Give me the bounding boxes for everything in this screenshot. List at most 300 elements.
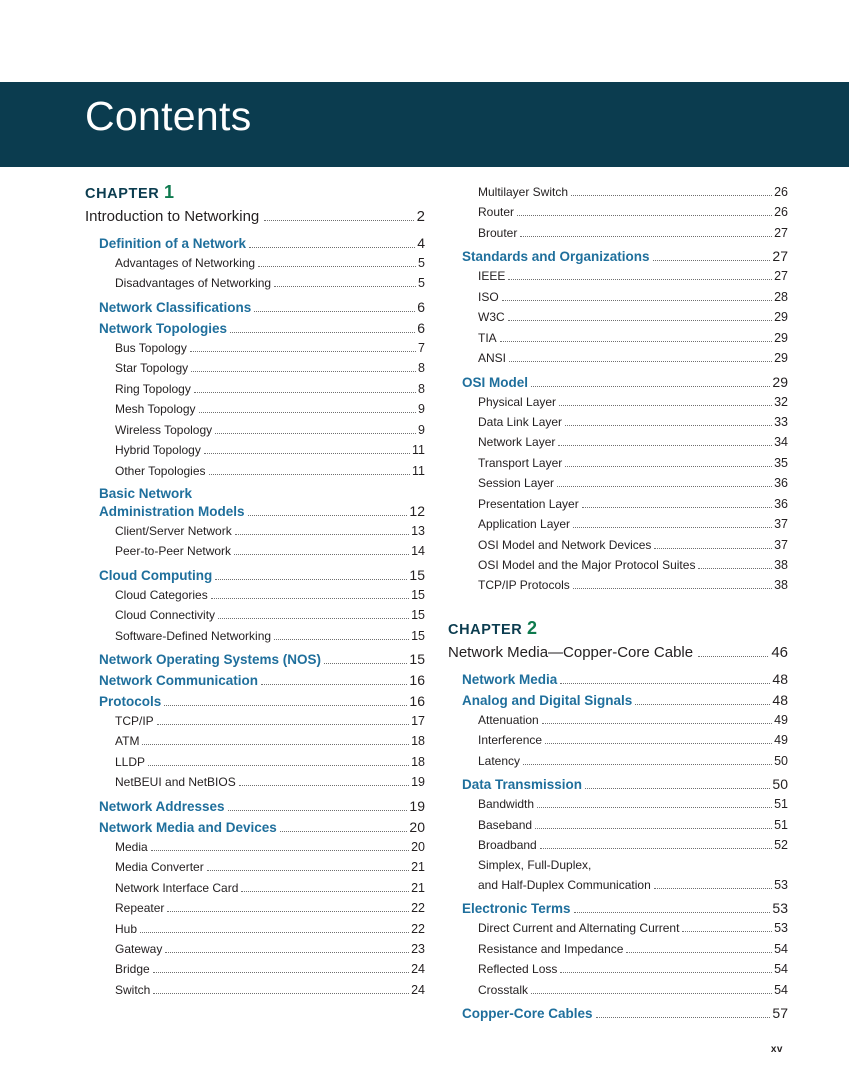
toc-entry-page: 50 xyxy=(772,776,788,793)
toc-entry-label: Ring Topology xyxy=(115,381,191,396)
toc-entry-label: Network Topologies xyxy=(99,320,228,336)
toc-entry-page: 19 xyxy=(411,775,425,790)
toc-entry-label: TCP/IP Protocols xyxy=(478,578,570,593)
chapter-2-heading xyxy=(448,618,788,639)
toc-entry-page: 11 xyxy=(412,463,425,478)
leader-dots xyxy=(167,910,409,912)
leader-dots xyxy=(258,265,416,267)
toc-entry-page: 27 xyxy=(774,225,788,240)
toc-entry-label: ISO xyxy=(478,289,499,304)
leader-dots xyxy=(520,235,772,237)
toc-entry-page: 26 xyxy=(774,205,788,220)
toc-entry-page: 12 xyxy=(409,502,425,519)
toc-entry-label: TCP/IP xyxy=(115,714,154,728)
toc-entry[interactable] xyxy=(462,900,788,916)
leader-dots xyxy=(264,219,413,221)
toc-entry-page: 24 xyxy=(411,982,425,997)
leader-dots xyxy=(324,662,407,664)
chapter-1-label: CHAPTER xyxy=(85,186,160,202)
toc-entry-label: Bus Topology xyxy=(115,340,187,355)
toc-entry[interactable] xyxy=(478,514,788,534)
leader-dots xyxy=(537,806,772,808)
toc-entry[interactable] xyxy=(478,575,788,595)
toc-entry-page: 15 xyxy=(409,566,425,583)
leader-dots xyxy=(542,722,772,724)
toc-entry[interactable] xyxy=(462,776,788,792)
leader-dots xyxy=(241,890,409,892)
toc-entry-label: Bandwidth xyxy=(478,797,535,812)
toc-entry-page: 8 xyxy=(418,361,425,376)
toc-entry-label: Network Addresses xyxy=(99,798,225,814)
leader-dots xyxy=(204,452,410,454)
leader-dots xyxy=(582,506,772,508)
toc-entry[interactable] xyxy=(115,253,425,273)
toc-entry[interactable] xyxy=(478,794,788,814)
toc-entry-page: 16 xyxy=(409,672,425,688)
toc-entry-label: Media xyxy=(115,839,148,854)
toc-entry-page: 20 xyxy=(411,839,425,854)
toc-entry-label: NetBEUI and NetBIOS xyxy=(115,775,236,790)
toc-entry-page: 20 xyxy=(409,818,425,835)
leader-dots xyxy=(517,214,772,216)
leader-dots xyxy=(239,784,409,786)
toc-entry-label: ATM xyxy=(115,734,140,749)
toc-entry-label: Resistance and Impedance xyxy=(478,941,624,956)
leader-dots xyxy=(209,473,411,475)
toc-entry-label: Network Interface Card xyxy=(115,880,239,895)
leader-dots xyxy=(565,465,772,467)
toc-entry-page: 9 xyxy=(418,422,425,437)
leader-dots xyxy=(531,992,772,994)
leader-dots xyxy=(565,424,772,426)
toc-entry[interactable] xyxy=(115,358,425,378)
toc-entry[interactable] xyxy=(115,338,425,358)
toc-entry[interactable] xyxy=(462,248,788,264)
toc-entry[interactable] xyxy=(99,235,425,251)
toc-entry[interactable] xyxy=(115,878,425,898)
toc-entry[interactable] xyxy=(478,939,788,959)
leader-dots xyxy=(682,930,772,932)
leader-dots xyxy=(558,444,772,446)
leader-dots xyxy=(698,567,772,569)
leader-dots xyxy=(211,597,409,599)
toc-entry[interactable] xyxy=(478,202,788,222)
toc-entry-page: 14 xyxy=(411,544,425,559)
toc-entry-label: Network Layer xyxy=(478,435,556,450)
toc-entry-label: Brouter xyxy=(478,225,518,240)
toc-entry-label: Administration Models xyxy=(99,503,245,519)
toc-entry-label: Repeater xyxy=(115,901,165,916)
toc-entry-line-1: Simplex, Full-Duplex, xyxy=(478,857,592,872)
leader-dots xyxy=(164,704,407,706)
toc-entry-page: 34 xyxy=(774,435,788,450)
leader-dots xyxy=(523,763,772,765)
toc-columns xyxy=(0,182,849,1023)
toc-entry-label: Cloud Categories xyxy=(115,587,208,602)
leader-dots xyxy=(654,887,772,889)
toc-entry-page: 15 xyxy=(409,651,425,667)
leader-dots xyxy=(571,194,772,196)
toc-left-column xyxy=(85,182,425,1023)
toc-entry[interactable] xyxy=(115,857,425,877)
toc-entry[interactable] xyxy=(115,440,425,460)
toc-entry-label: Latency xyxy=(478,753,521,768)
toc-entry[interactable] xyxy=(478,287,788,307)
leader-dots xyxy=(194,391,416,393)
toc-entry[interactable] xyxy=(99,320,425,336)
leader-dots xyxy=(165,951,409,953)
toc-entry[interactable] xyxy=(115,772,425,792)
leader-dots xyxy=(274,638,409,640)
toc-entry-label: and Half-Duplex Communication xyxy=(478,877,651,892)
toc-entry-page: 6 xyxy=(417,319,425,336)
toc-entry-label: OSI Model xyxy=(462,374,529,390)
toc-entry[interactable] xyxy=(478,835,788,855)
toc-entry[interactable] xyxy=(478,980,788,1000)
toc-entry-label: Network Classifications xyxy=(99,299,252,315)
toc-entry[interactable] xyxy=(478,815,788,835)
toc-entry-page: 36 xyxy=(774,496,788,511)
leader-dots xyxy=(148,764,409,766)
toc-entry-page: 13 xyxy=(411,523,425,538)
leader-dots xyxy=(215,432,416,434)
leader-dots xyxy=(199,411,417,413)
toc-entry[interactable] xyxy=(115,919,425,939)
toc-entry-page: 36 xyxy=(774,476,788,491)
leader-dots xyxy=(218,617,409,619)
toc-entry[interactable] xyxy=(115,399,425,419)
toc-entry[interactable] xyxy=(115,898,425,918)
leader-dots xyxy=(574,911,771,913)
leader-dots xyxy=(248,514,408,516)
toc-entry-page: 23 xyxy=(411,941,425,956)
toc-entry-page: 5 xyxy=(418,256,425,270)
toc-entry-label: Copper-Core Cables xyxy=(462,1006,593,1022)
toc-entry-label: Physical Layer xyxy=(478,394,557,409)
toc-entry-page: 26 xyxy=(774,185,788,199)
toc-entry-label: Mesh Topology xyxy=(115,402,196,417)
toc-entry-label: Attenuation xyxy=(478,712,539,727)
toc-entry-label: Baseband xyxy=(478,817,533,832)
toc-entry-page: 33 xyxy=(774,414,788,429)
leader-dots xyxy=(254,310,415,312)
toc-entry-label: Switch xyxy=(115,982,151,997)
toc-entry-page: 8 xyxy=(418,381,425,396)
chapter-2-title: Network Media—Copper-Core Cable xyxy=(448,643,694,661)
toc-entry-label: OSI Model and Network Devices xyxy=(478,537,652,552)
toc-entry-label: Bridge xyxy=(115,962,150,977)
leader-dots xyxy=(626,951,772,953)
toc-entry-page: 4 xyxy=(417,235,425,251)
leader-dots xyxy=(140,931,409,933)
toc-entry[interactable] xyxy=(99,567,425,583)
toc-entry-label: Hub xyxy=(115,921,138,936)
toc-entry-page: 24 xyxy=(411,962,425,977)
toc-entry-page: 38 xyxy=(774,558,788,572)
toc-entry-page: 19 xyxy=(409,797,425,814)
toc-entry[interactable] xyxy=(478,535,788,555)
toc-entry[interactable] xyxy=(478,453,788,473)
toc-entry-page: 48 xyxy=(772,670,788,687)
toc-entry[interactable] xyxy=(115,541,425,561)
toc-entry-label: Broadband xyxy=(478,838,537,853)
toc-entry-label: Wireless Topology xyxy=(115,422,213,437)
toc-entry[interactable] xyxy=(115,379,425,399)
leader-dots xyxy=(228,809,408,811)
toc-entry[interactable] xyxy=(478,730,788,750)
toc-entry-label: Network Communication xyxy=(99,673,259,688)
toc-entry-label: Network Media xyxy=(462,671,558,687)
leader-dots xyxy=(274,285,416,287)
toc-entry-page: 29 xyxy=(774,310,788,325)
leader-dots xyxy=(698,655,768,657)
toc-entry-page: 15 xyxy=(411,587,425,602)
toc-entry[interactable] xyxy=(115,939,425,959)
leader-dots xyxy=(508,278,772,280)
leader-dots xyxy=(573,587,772,589)
toc-entry[interactable] xyxy=(99,819,425,835)
toc-entry-page: 49 xyxy=(774,712,788,727)
toc-entry[interactable] xyxy=(478,555,788,575)
toc-entry-page: 32 xyxy=(774,394,788,409)
toc-entry-label: TIA xyxy=(478,330,497,345)
chapter-2-page: 46 xyxy=(771,643,788,661)
leader-dots xyxy=(585,787,770,789)
toc-entry-label: Peer-to-Peer Network xyxy=(115,544,232,559)
chapter-1-title-row[interactable] xyxy=(85,208,425,225)
leader-dots xyxy=(502,299,772,301)
toc-entry-page: 53 xyxy=(772,900,788,917)
toc-entry-page: 15 xyxy=(411,608,425,623)
toc-entry-page: 5 xyxy=(418,276,425,291)
page-number: xv xyxy=(770,1044,783,1055)
leader-dots xyxy=(142,743,409,745)
toc-entry-page: 27 xyxy=(774,269,788,284)
chapter-1-heading xyxy=(85,182,425,203)
chapter-1-page: 2 xyxy=(416,208,425,225)
toc-entry[interactable] xyxy=(99,693,425,709)
toc-entry-label: Advantages of Networking xyxy=(115,256,256,270)
toc-entry-label: Client/Server Network xyxy=(115,523,232,538)
toc-entry[interactable] xyxy=(99,299,425,315)
toc-entry-page: 38 xyxy=(774,578,788,593)
leader-dots xyxy=(261,683,407,685)
toc-entry-page: 21 xyxy=(411,880,425,895)
toc-entry[interactable] xyxy=(462,374,788,390)
toc-entry[interactable] xyxy=(478,959,788,979)
leader-dots xyxy=(207,869,409,871)
chapter-2-title-row[interactable] xyxy=(448,644,788,661)
toc-entry-page: 22 xyxy=(411,901,425,916)
toc-entry[interactable] xyxy=(462,1005,788,1021)
toc-entry-page: 18 xyxy=(411,754,425,769)
toc-entry-page: 29 xyxy=(774,330,788,345)
leader-dots xyxy=(153,971,409,973)
toc-entry[interactable] xyxy=(478,348,788,368)
leader-dots xyxy=(535,827,772,829)
toc-entry[interactable] xyxy=(478,412,788,432)
toc-entry-label: Presentation Layer xyxy=(478,496,579,511)
toc-entry[interactable] xyxy=(115,585,425,605)
page-title: Contents xyxy=(85,93,252,139)
toc-entry-page: 9 xyxy=(418,402,425,417)
leader-dots xyxy=(557,485,772,487)
leader-dots xyxy=(654,547,772,549)
leader-dots xyxy=(560,971,772,973)
toc-entry[interactable] xyxy=(115,980,425,1000)
chapter-2-label: CHAPTER xyxy=(448,621,523,638)
toc-entry-page: 48 xyxy=(772,691,788,708)
toc-entry-label: OSI Model and the Major Protocol Suites xyxy=(478,558,696,572)
leader-dots xyxy=(191,370,416,372)
toc-entry-page: 49 xyxy=(774,733,788,748)
toc-entry-page: 54 xyxy=(774,962,788,977)
toc-entry[interactable] xyxy=(115,731,425,751)
leader-dots xyxy=(249,246,415,248)
toc-entry-page: 52 xyxy=(774,838,788,853)
leader-dots xyxy=(190,350,416,352)
leader-dots xyxy=(560,682,770,684)
toc-entry[interactable] xyxy=(115,711,425,731)
toc-entry-label: Cloud Computing xyxy=(99,567,213,583)
toc-entry-page: 16 xyxy=(409,693,425,709)
toc-entry[interactable] xyxy=(478,494,788,514)
toc-entry[interactable] xyxy=(115,605,425,625)
toc-entry-label: Software-Defined Networking xyxy=(115,628,272,643)
toc-entry[interactable] xyxy=(115,837,425,857)
toc-entry-label: Interference xyxy=(478,733,543,748)
toc-entry-page: 53 xyxy=(774,921,788,936)
leader-dots xyxy=(235,533,409,535)
toc-entry-label: Analog and Digital Signals xyxy=(462,692,633,708)
toc-entry-page: 11 xyxy=(412,443,425,458)
toc-entry-page: 22 xyxy=(411,921,425,936)
leader-dots xyxy=(596,1016,771,1018)
toc-entry-label: Hybrid Topology xyxy=(115,443,201,458)
toc-entry-page: 37 xyxy=(774,537,788,552)
toc-entry-label: Network Operating Systems (NOS) xyxy=(99,652,322,667)
toc-entry[interactable] xyxy=(478,392,788,412)
toc-entry[interactable] xyxy=(478,182,788,202)
chapter-2-block xyxy=(448,618,788,661)
toc-entry[interactable] xyxy=(478,328,788,348)
leader-dots xyxy=(653,259,771,261)
toc-right-entries xyxy=(448,671,788,1021)
toc-right-column xyxy=(448,182,788,1023)
leader-dots xyxy=(280,830,408,832)
toc-entry-label: Data Link Layer xyxy=(478,414,563,429)
toc-right-continued-entries xyxy=(448,182,788,596)
chapter-1-title: Introduction to Networking xyxy=(85,208,260,225)
toc-entry-label: LLDP xyxy=(115,754,146,769)
toc-entry[interactable] xyxy=(478,710,788,730)
toc-entry-page: 17 xyxy=(411,714,425,728)
toc-entry[interactable] xyxy=(478,875,788,895)
leader-dots xyxy=(234,553,409,555)
toc-entry-label: Standards and Organizations xyxy=(462,249,650,265)
toc-entry[interactable] xyxy=(478,266,788,286)
leader-dots xyxy=(540,847,772,849)
toc-entry[interactable] xyxy=(478,432,788,452)
toc-entry-label: Application Layer xyxy=(478,517,571,532)
leader-dots xyxy=(153,992,409,994)
chapter-2-number: 2 xyxy=(526,617,537,638)
leader-dots xyxy=(215,578,407,580)
toc-entry-label: Data Transmission xyxy=(462,777,583,793)
toc-entry-label: Router xyxy=(478,205,515,220)
toc-entry-label: Crosstalk xyxy=(478,982,529,997)
toc-entry[interactable] xyxy=(478,918,788,938)
toc-entry-page: 51 xyxy=(774,797,788,812)
toc-entry-page: 29 xyxy=(772,373,788,390)
toc-entry[interactable] xyxy=(478,307,788,327)
toc-entry-page: 27 xyxy=(772,248,788,265)
toc-entry-page: 50 xyxy=(774,753,788,768)
toc-entry[interactable] xyxy=(115,461,425,481)
toc-entry-page: 51 xyxy=(774,817,788,832)
toc-entry-page: 35 xyxy=(774,455,788,470)
toc-entry[interactable] xyxy=(115,420,425,440)
toc-entry[interactable] xyxy=(478,473,788,493)
toc-entry[interactable] xyxy=(115,273,425,293)
toc-entry-line-1: Basic Network xyxy=(99,485,193,501)
toc-entry-label: Multilayer Switch xyxy=(478,185,569,199)
toc-entry-label: ANSI xyxy=(478,351,507,366)
toc-entry-label: Disadvantages of Networking xyxy=(115,276,272,291)
leader-dots xyxy=(151,849,409,851)
toc-entry-label: Session Layer xyxy=(478,476,555,491)
toc-entry-label: Reflected Loss xyxy=(478,962,558,977)
toc-entry[interactable] xyxy=(115,752,425,772)
toc-entry[interactable] xyxy=(462,692,788,708)
toc-entry-page: 7 xyxy=(418,340,425,355)
toc-entry[interactable] xyxy=(99,798,425,814)
leader-dots xyxy=(573,526,772,528)
toc-entry[interactable] xyxy=(115,959,425,979)
leader-dots xyxy=(157,723,409,725)
leader-dots xyxy=(509,360,772,362)
toc-entry[interactable] xyxy=(478,751,788,771)
leader-dots xyxy=(508,319,772,321)
toc-entry[interactable] xyxy=(115,626,425,646)
toc-entry-label: Electronic Terms xyxy=(462,901,571,917)
toc-entry[interactable] xyxy=(99,672,425,688)
toc-entry-page: 53 xyxy=(774,877,788,892)
toc-entry[interactable] xyxy=(478,223,788,243)
toc-entry-label: Direct Current and Alternating Current xyxy=(478,921,680,936)
toc-entry[interactable] xyxy=(99,503,425,519)
toc-entry-label: Protocols xyxy=(99,694,162,709)
toc-entry-page: 37 xyxy=(774,517,788,532)
toc-entry[interactable] xyxy=(115,521,425,541)
leader-dots xyxy=(545,742,772,744)
toc-entry-label: Transport Layer xyxy=(478,455,563,470)
toc-entry[interactable] xyxy=(99,651,425,667)
toc-entry-label: Star Topology xyxy=(115,361,189,376)
toc-entry-page: 15 xyxy=(411,628,425,643)
leader-dots xyxy=(559,404,772,406)
chapter-1-number: 1 xyxy=(163,182,174,202)
toc-entry-page: 28 xyxy=(774,289,788,304)
toc-entry-label: Other Topologies xyxy=(115,463,206,478)
toc-entry-label: Media Converter xyxy=(115,860,204,875)
toc-entry-page: 29 xyxy=(774,351,788,366)
toc-entry-page: 6 xyxy=(417,298,425,315)
leader-dots xyxy=(230,331,415,333)
toc-entry-label: IEEE xyxy=(478,269,506,284)
toc-entry[interactable] xyxy=(462,671,788,687)
toc-entry-label: Network Media and Devices xyxy=(99,819,277,835)
